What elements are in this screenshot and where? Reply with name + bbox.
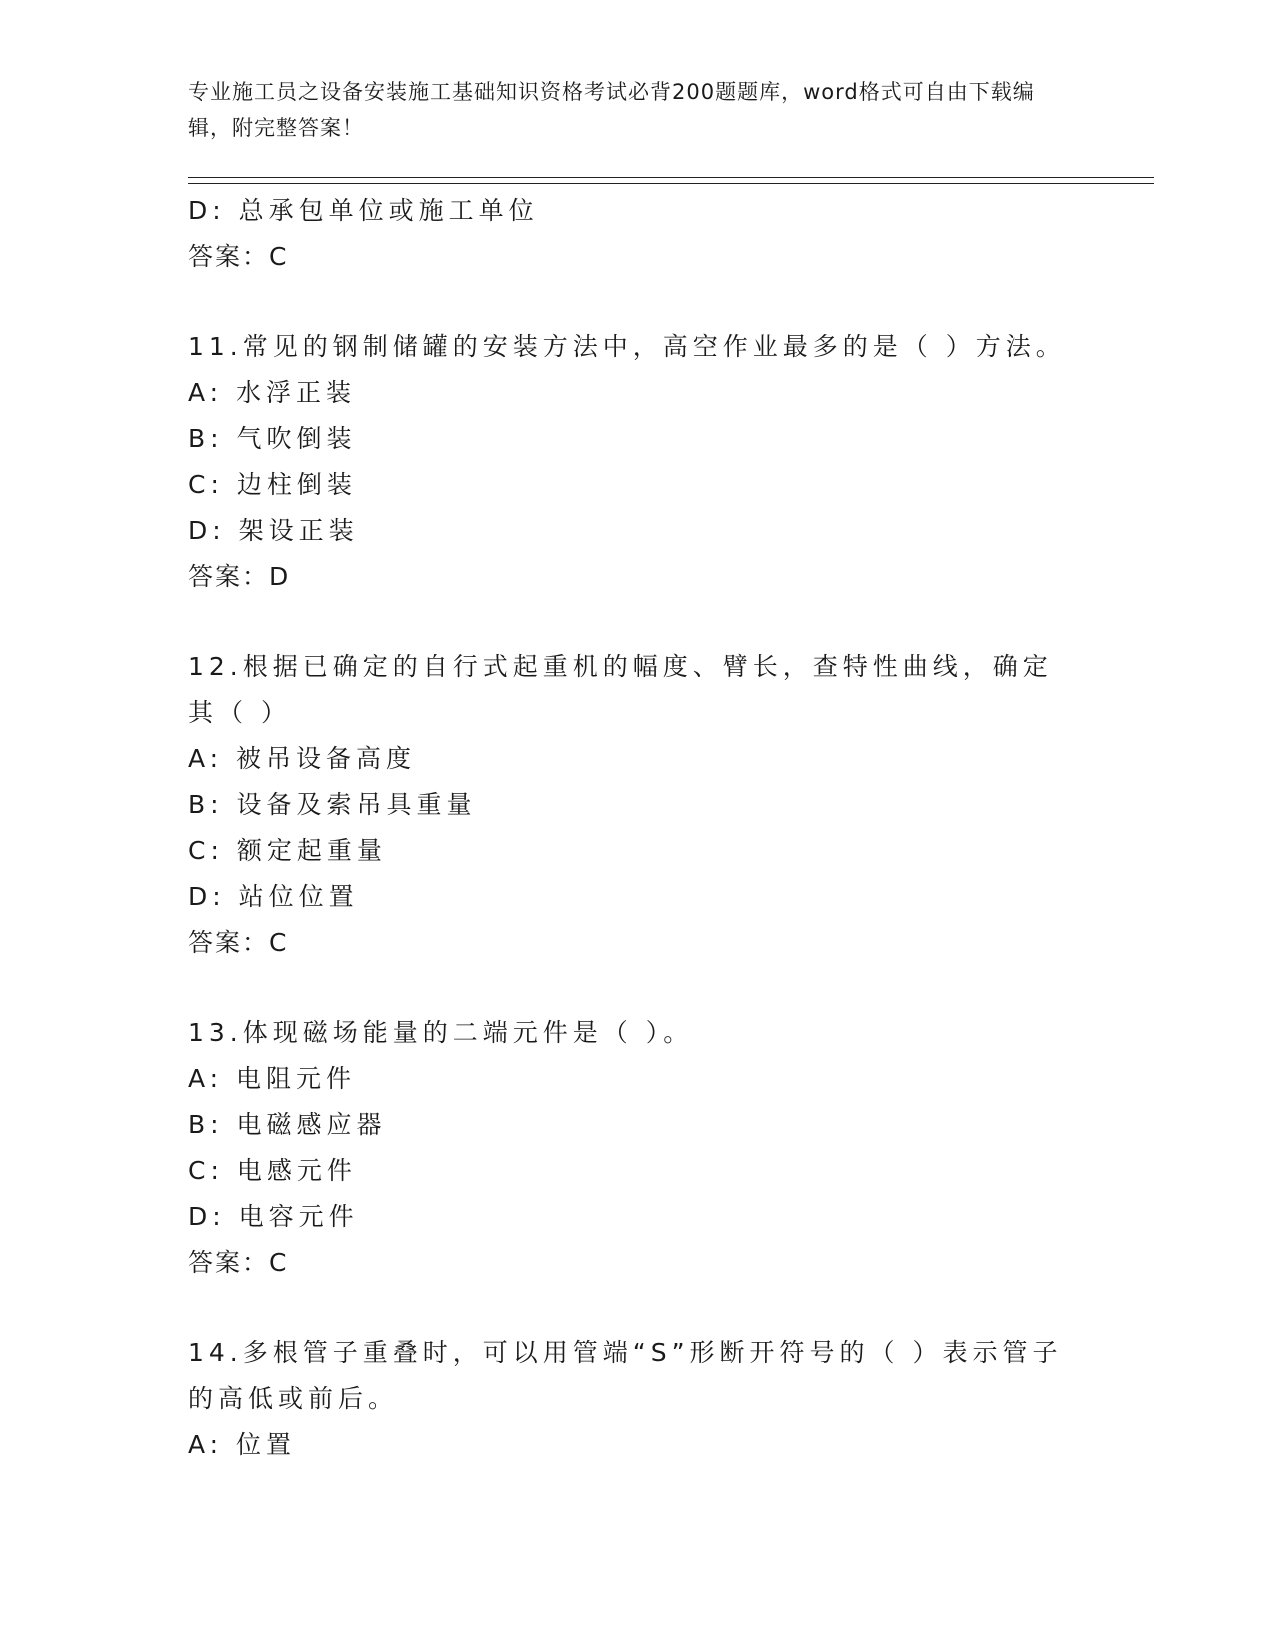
option-c: C: 边柱倒装 (188, 470, 357, 499)
document-header: 专业施工员之设备安装施工基础知识资格考试必背200题题库，word格式可自由下载编辑，附完整答案！ (188, 80, 1035, 140)
option-a: A: 水浮正装 (188, 378, 357, 407)
answer: 答案：C (188, 242, 289, 271)
option-a: A: 位置 (188, 1430, 297, 1459)
answer: 答案：C (188, 928, 289, 957)
answer: 答案：C (188, 1248, 289, 1277)
option-b: B: 设备及索吊具重量 (188, 790, 477, 819)
option-d: D: 架设正装 (188, 516, 359, 545)
option-d: D: 总承包单位或施工单位 (188, 196, 539, 225)
question-stem: 11.常见的钢制储罐的安装方法中，高空作业最多的是（ ）方法。 (188, 332, 1066, 361)
option-c: C: 额定起重量 (188, 836, 387, 865)
option-b: B: 气吹倒装 (188, 424, 357, 453)
question-stem: 13.体现磁场能量的二端元件是（ ）。 (188, 1018, 694, 1047)
option-a: A: 电阻元件 (188, 1064, 357, 1093)
option-a: A: 被吊设备高度 (188, 744, 417, 773)
header-rule-bottom (188, 183, 1154, 184)
option-d: D: 电容元件 (188, 1202, 359, 1231)
question-stem: 14.多根管子重叠时，可以用管端“S”形断开符号的（ ）表示管子的高低或前后。 (188, 1338, 1063, 1413)
option-b: B: 电磁感应器 (188, 1110, 387, 1139)
answer: 答案：D (188, 562, 291, 591)
header-rule-top (188, 177, 1154, 178)
question-stem: 12.根据已确定的自行式起重机的幅度、臂长，查特性曲线，确定其（ ） (188, 652, 1053, 727)
option-d: D: 站位位置 (188, 882, 359, 911)
option-c: C: 电感元件 (188, 1156, 357, 1185)
question-list (188, 188, 1088, 1468)
